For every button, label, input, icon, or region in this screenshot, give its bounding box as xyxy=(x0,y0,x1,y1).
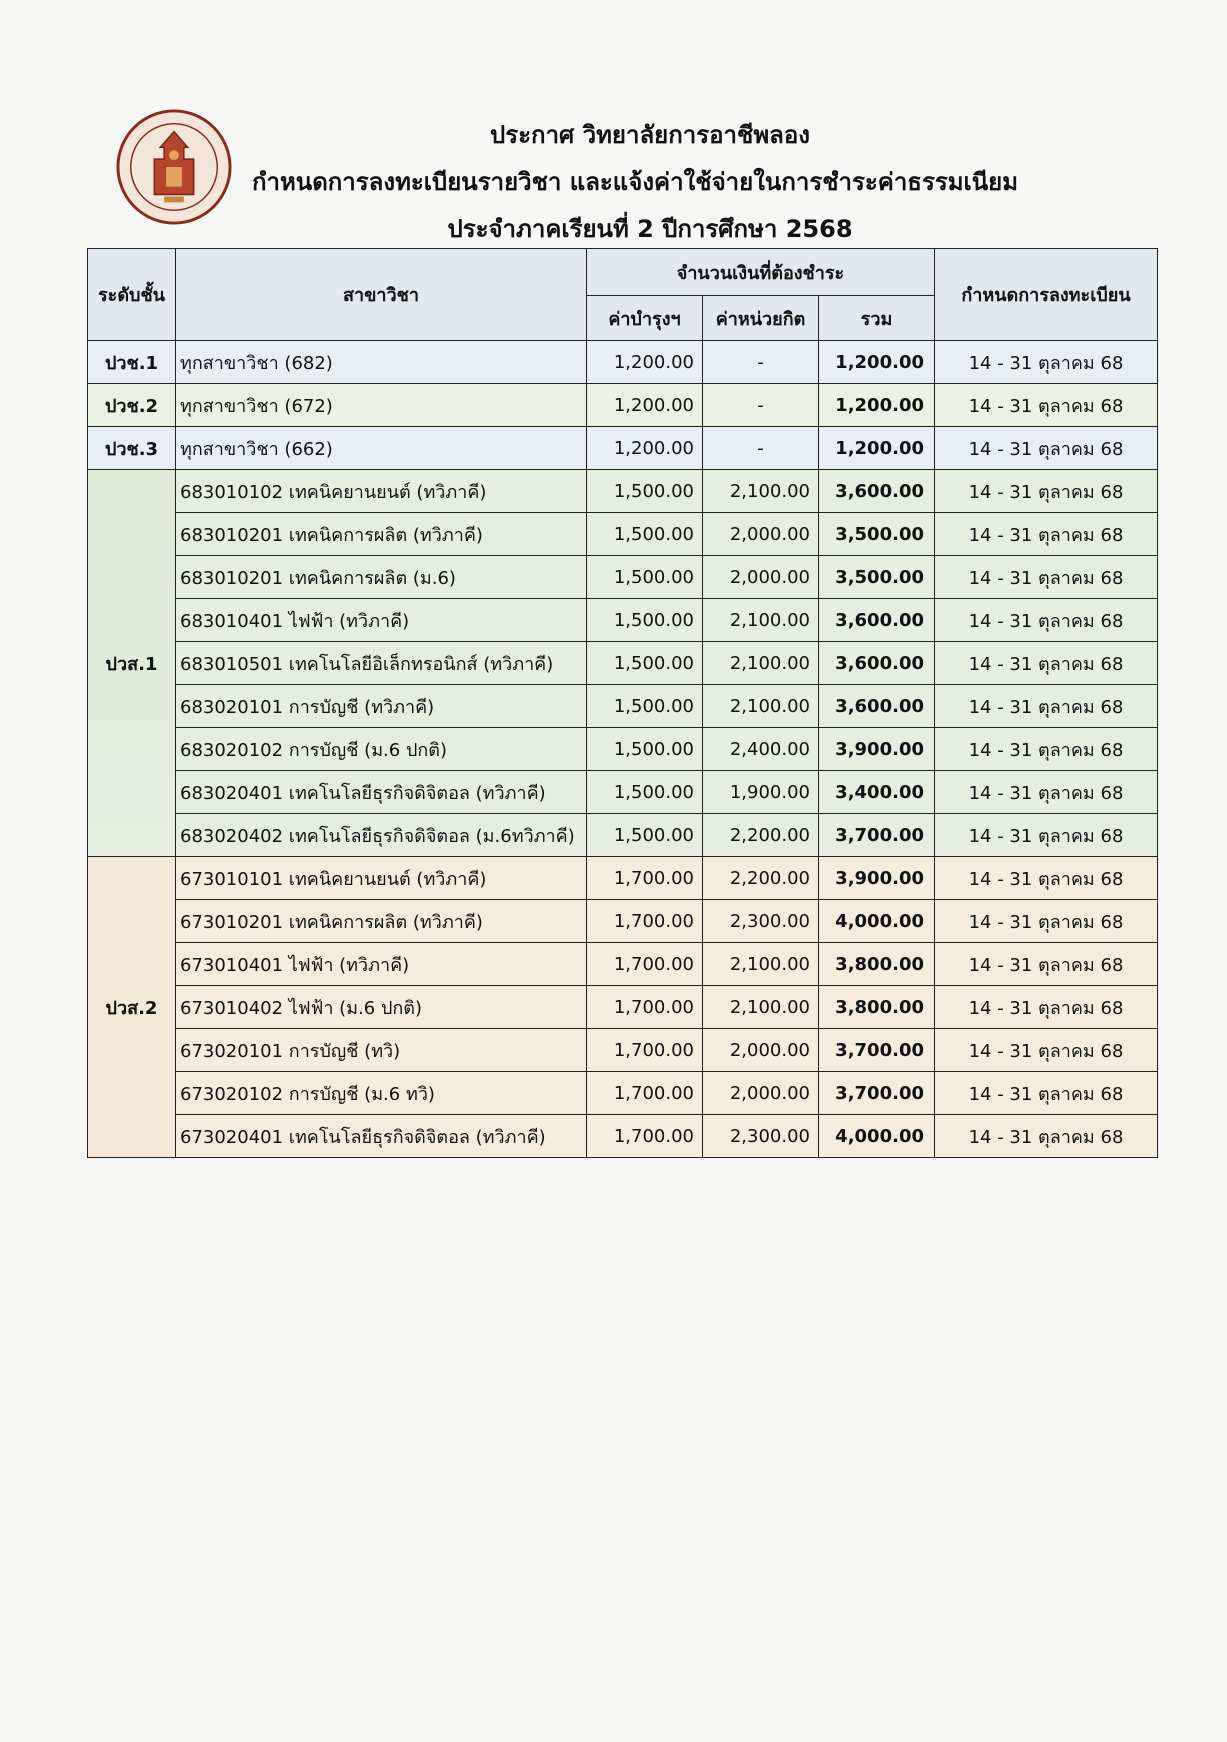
level-cell: ปวส.1 xyxy=(88,470,176,857)
table-row xyxy=(88,513,1158,556)
schedule-cell: 14 - 31 ตุลาคม 68 xyxy=(935,341,1158,384)
schedule-cell: 14 - 31 ตุลาคม 68 xyxy=(935,642,1158,685)
program-cell: 683020102 การบัญชี (ม.6 ปกติ) xyxy=(176,728,587,771)
program-cell: 683020401 เทคโนโลยีธุรกิจดิจิตอล (ทวิภาคี) xyxy=(176,771,587,814)
total-cell: 3,800.00 xyxy=(819,986,935,1029)
table-row xyxy=(88,341,1158,384)
schedule-cell: 14 - 31 ตุลาคม 68 xyxy=(935,1029,1158,1072)
program-cell: 673020102 การบัญชี (ม.6 ทวิ) xyxy=(176,1072,587,1115)
total-cell: 3,600.00 xyxy=(819,685,935,728)
credit-cell: 2,000.00 xyxy=(703,1029,819,1072)
schedule-cell: 14 - 31 ตุลาคม 68 xyxy=(935,513,1158,556)
schedule-cell: 14 - 31 ตุลาคม 68 xyxy=(935,427,1158,470)
total-cell: 3,600.00 xyxy=(819,642,935,685)
maintenance-cell: 1,200.00 xyxy=(587,427,703,470)
schedule-cell: 14 - 31 ตุลาคม 68 xyxy=(935,384,1158,427)
program-cell: 673010201 เทคนิคการผลิต (ทวิภาคี) xyxy=(176,900,587,943)
maintenance-cell: 1,700.00 xyxy=(587,1115,703,1158)
announcement-title xyxy=(200,112,1100,253)
schedule-cell: 14 - 31 ตุลาคม 68 xyxy=(935,728,1158,771)
credit-cell: 2,300.00 xyxy=(703,900,819,943)
program-cell: 673010401 ไฟฟ้า (ทวิภาคี) xyxy=(176,943,587,986)
table-row xyxy=(88,986,1158,1029)
credit-cell: 2,000.00 xyxy=(703,556,819,599)
total-cell: 3,900.00 xyxy=(819,728,935,771)
credit-cell: - xyxy=(703,427,819,470)
program-cell: 683010501 เทคโนโลยีอิเล็กทรอนิกส์ (ทวิภาคี) xyxy=(176,642,587,685)
table-row xyxy=(88,728,1158,771)
maintenance-cell: 1,700.00 xyxy=(587,943,703,986)
maintenance-cell: 1,200.00 xyxy=(587,341,703,384)
maintenance-cell: 1,500.00 xyxy=(587,642,703,685)
total-cell: 3,800.00 xyxy=(819,943,935,986)
maintenance-cell: 1,700.00 xyxy=(587,857,703,900)
header-program: สาขาวิชา xyxy=(176,249,587,341)
program-cell: 683010201 เทคนิคการผลิต (ทวิภาคี) xyxy=(176,513,587,556)
maintenance-cell: 1,500.00 xyxy=(587,599,703,642)
level-cell: ปวช.1 xyxy=(88,341,176,384)
credit-cell: 2,400.00 xyxy=(703,728,819,771)
level-cell: ปวช.3 xyxy=(88,427,176,470)
table-row xyxy=(88,814,1158,857)
total-cell: 3,700.00 xyxy=(819,814,935,857)
header-level: ระดับชั้น xyxy=(88,249,176,341)
maintenance-cell: 1,500.00 xyxy=(587,814,703,857)
total-cell: 3,500.00 xyxy=(819,513,935,556)
table-row xyxy=(88,599,1158,642)
header-amount-group: จำนวนเงินที่ต้องชำระ xyxy=(587,249,935,296)
level-cell: ปวช.2 xyxy=(88,384,176,427)
total-cell: 3,900.00 xyxy=(819,857,935,900)
table-row xyxy=(88,1115,1158,1158)
credit-cell: 2,100.00 xyxy=(703,685,819,728)
table-row xyxy=(88,556,1158,599)
table-row xyxy=(88,384,1158,427)
program-cell: 673020101 การบัญชี (ทวิ) xyxy=(176,1029,587,1072)
program-cell: 683020101 การบัญชี (ทวิภาคี) xyxy=(176,685,587,728)
schedule-cell: 14 - 31 ตุลาคม 68 xyxy=(935,943,1158,986)
table-row xyxy=(88,470,1158,513)
title-line-1: ประกาศ วิทยาลัยการอาชีพลอง xyxy=(490,121,810,149)
total-cell: 4,000.00 xyxy=(819,1115,935,1158)
table-row xyxy=(88,685,1158,728)
table-row xyxy=(88,1029,1158,1072)
maintenance-cell: 1,500.00 xyxy=(587,771,703,814)
credit-cell: 2,100.00 xyxy=(703,470,819,513)
credit-cell: 1,900.00 xyxy=(703,771,819,814)
total-cell: 3,700.00 xyxy=(819,1029,935,1072)
credit-cell: 2,100.00 xyxy=(703,943,819,986)
table-row xyxy=(88,642,1158,685)
header-credit: ค่าหน่วยกิต xyxy=(703,296,819,341)
total-cell: 3,600.00 xyxy=(819,470,935,513)
header-schedule: กำหนดการลงทะเบียน xyxy=(935,249,1158,341)
credit-cell: - xyxy=(703,341,819,384)
table-row xyxy=(88,771,1158,814)
maintenance-cell: 1,500.00 xyxy=(587,470,703,513)
maintenance-cell: 1,700.00 xyxy=(587,986,703,1029)
schedule-cell: 14 - 31 ตุลาคม 68 xyxy=(935,470,1158,513)
table-row xyxy=(88,427,1158,470)
schedule-cell: 14 - 31 ตุลาคม 68 xyxy=(935,814,1158,857)
credit-cell: 2,000.00 xyxy=(703,513,819,556)
credit-cell: 2,100.00 xyxy=(703,986,819,1029)
program-cell: 673020401 เทคโนโลยีธุรกิจดิจิตอล (ทวิภาคี) xyxy=(176,1115,587,1158)
total-cell: 3,600.00 xyxy=(819,599,935,642)
table-row xyxy=(88,943,1158,986)
maintenance-cell: 1,700.00 xyxy=(587,1029,703,1072)
maintenance-cell: 1,500.00 xyxy=(587,556,703,599)
total-cell: 3,500.00 xyxy=(819,556,935,599)
table-row xyxy=(88,857,1158,900)
title-line-3: ประจำภาคเรียนที่ 2 ปีการศึกษา 2568 xyxy=(447,215,853,243)
program-cell: 683010201 เทคนิคการผลิต (ม.6) xyxy=(176,556,587,599)
credit-cell: 2,300.00 xyxy=(703,1115,819,1158)
total-cell: 1,200.00 xyxy=(819,341,935,384)
schedule-cell: 14 - 31 ตุลาคม 68 xyxy=(935,986,1158,1029)
schedule-cell: 14 - 31 ตุลาคม 68 xyxy=(935,556,1158,599)
total-cell: 4,000.00 xyxy=(819,900,935,943)
table-row xyxy=(88,900,1158,943)
maintenance-cell: 1,500.00 xyxy=(587,513,703,556)
schedule-cell: 14 - 31 ตุลาคม 68 xyxy=(935,900,1158,943)
total-cell: 1,200.00 xyxy=(819,427,935,470)
credit-cell: 2,100.00 xyxy=(703,599,819,642)
level-cell: ปวส.2 xyxy=(88,857,176,1158)
program-cell: 683010401 ไฟฟ้า (ทวิภาคี) xyxy=(176,599,587,642)
schedule-cell: 14 - 31 ตุลาคม 68 xyxy=(935,1115,1158,1158)
schedule-cell: 14 - 31 ตุลาคม 68 xyxy=(935,599,1158,642)
header-maintenance: ค่าบำรุงฯ xyxy=(587,296,703,341)
schedule-cell: 14 - 31 ตุลาคม 68 xyxy=(935,857,1158,900)
program-cell: 683020402 เทคโนโลยีธุรกิจดิจิตอล (ม.6ทวิภาคี) xyxy=(176,814,587,857)
maintenance-cell: 1,500.00 xyxy=(587,728,703,771)
total-cell: 3,400.00 xyxy=(819,771,935,814)
total-cell: 1,200.00 xyxy=(819,384,935,427)
program-cell: ทุกสาขาวิชา (672) xyxy=(176,384,587,427)
credit-cell: 2,000.00 xyxy=(703,1072,819,1115)
maintenance-cell: 1,500.00 xyxy=(587,685,703,728)
maintenance-cell: 1,200.00 xyxy=(587,384,703,427)
credit-cell: 2,100.00 xyxy=(703,642,819,685)
schedule-cell: 14 - 31 ตุลาคม 68 xyxy=(935,771,1158,814)
maintenance-cell: 1,700.00 xyxy=(587,1072,703,1115)
header-total: รวม xyxy=(819,296,935,341)
program-cell: 673010402 ไฟฟ้า (ม.6 ปกติ) xyxy=(176,986,587,1029)
fee-table-body xyxy=(88,341,1158,1158)
program-cell: 683010102 เทคนิคยานยนต์ (ทวิภาคี) xyxy=(176,470,587,513)
credit-cell: - xyxy=(703,384,819,427)
credit-cell: 2,200.00 xyxy=(703,857,819,900)
schedule-cell: 14 - 31 ตุลาคม 68 xyxy=(935,1072,1158,1115)
total-cell: 3,700.00 xyxy=(819,1072,935,1115)
maintenance-cell: 1,700.00 xyxy=(587,900,703,943)
schedule-cell: 14 - 31 ตุลาคม 68 xyxy=(935,685,1158,728)
credit-cell: 2,200.00 xyxy=(703,814,819,857)
program-cell: ทุกสาขาวิชา (682) xyxy=(176,341,587,384)
title-line-2: กำหนดการลงทะเบียนรายวิชา และแจ้งค่าใช้จ่ายในการชำระค่าธรรมเนียม xyxy=(251,168,1019,196)
fee-schedule-table xyxy=(87,248,1158,1158)
program-cell: 673010101 เทคนิคยานยนต์ (ทวิภาคี) xyxy=(176,857,587,900)
program-cell: ทุกสาขาวิชา (662) xyxy=(176,427,587,470)
table-row xyxy=(88,1072,1158,1115)
